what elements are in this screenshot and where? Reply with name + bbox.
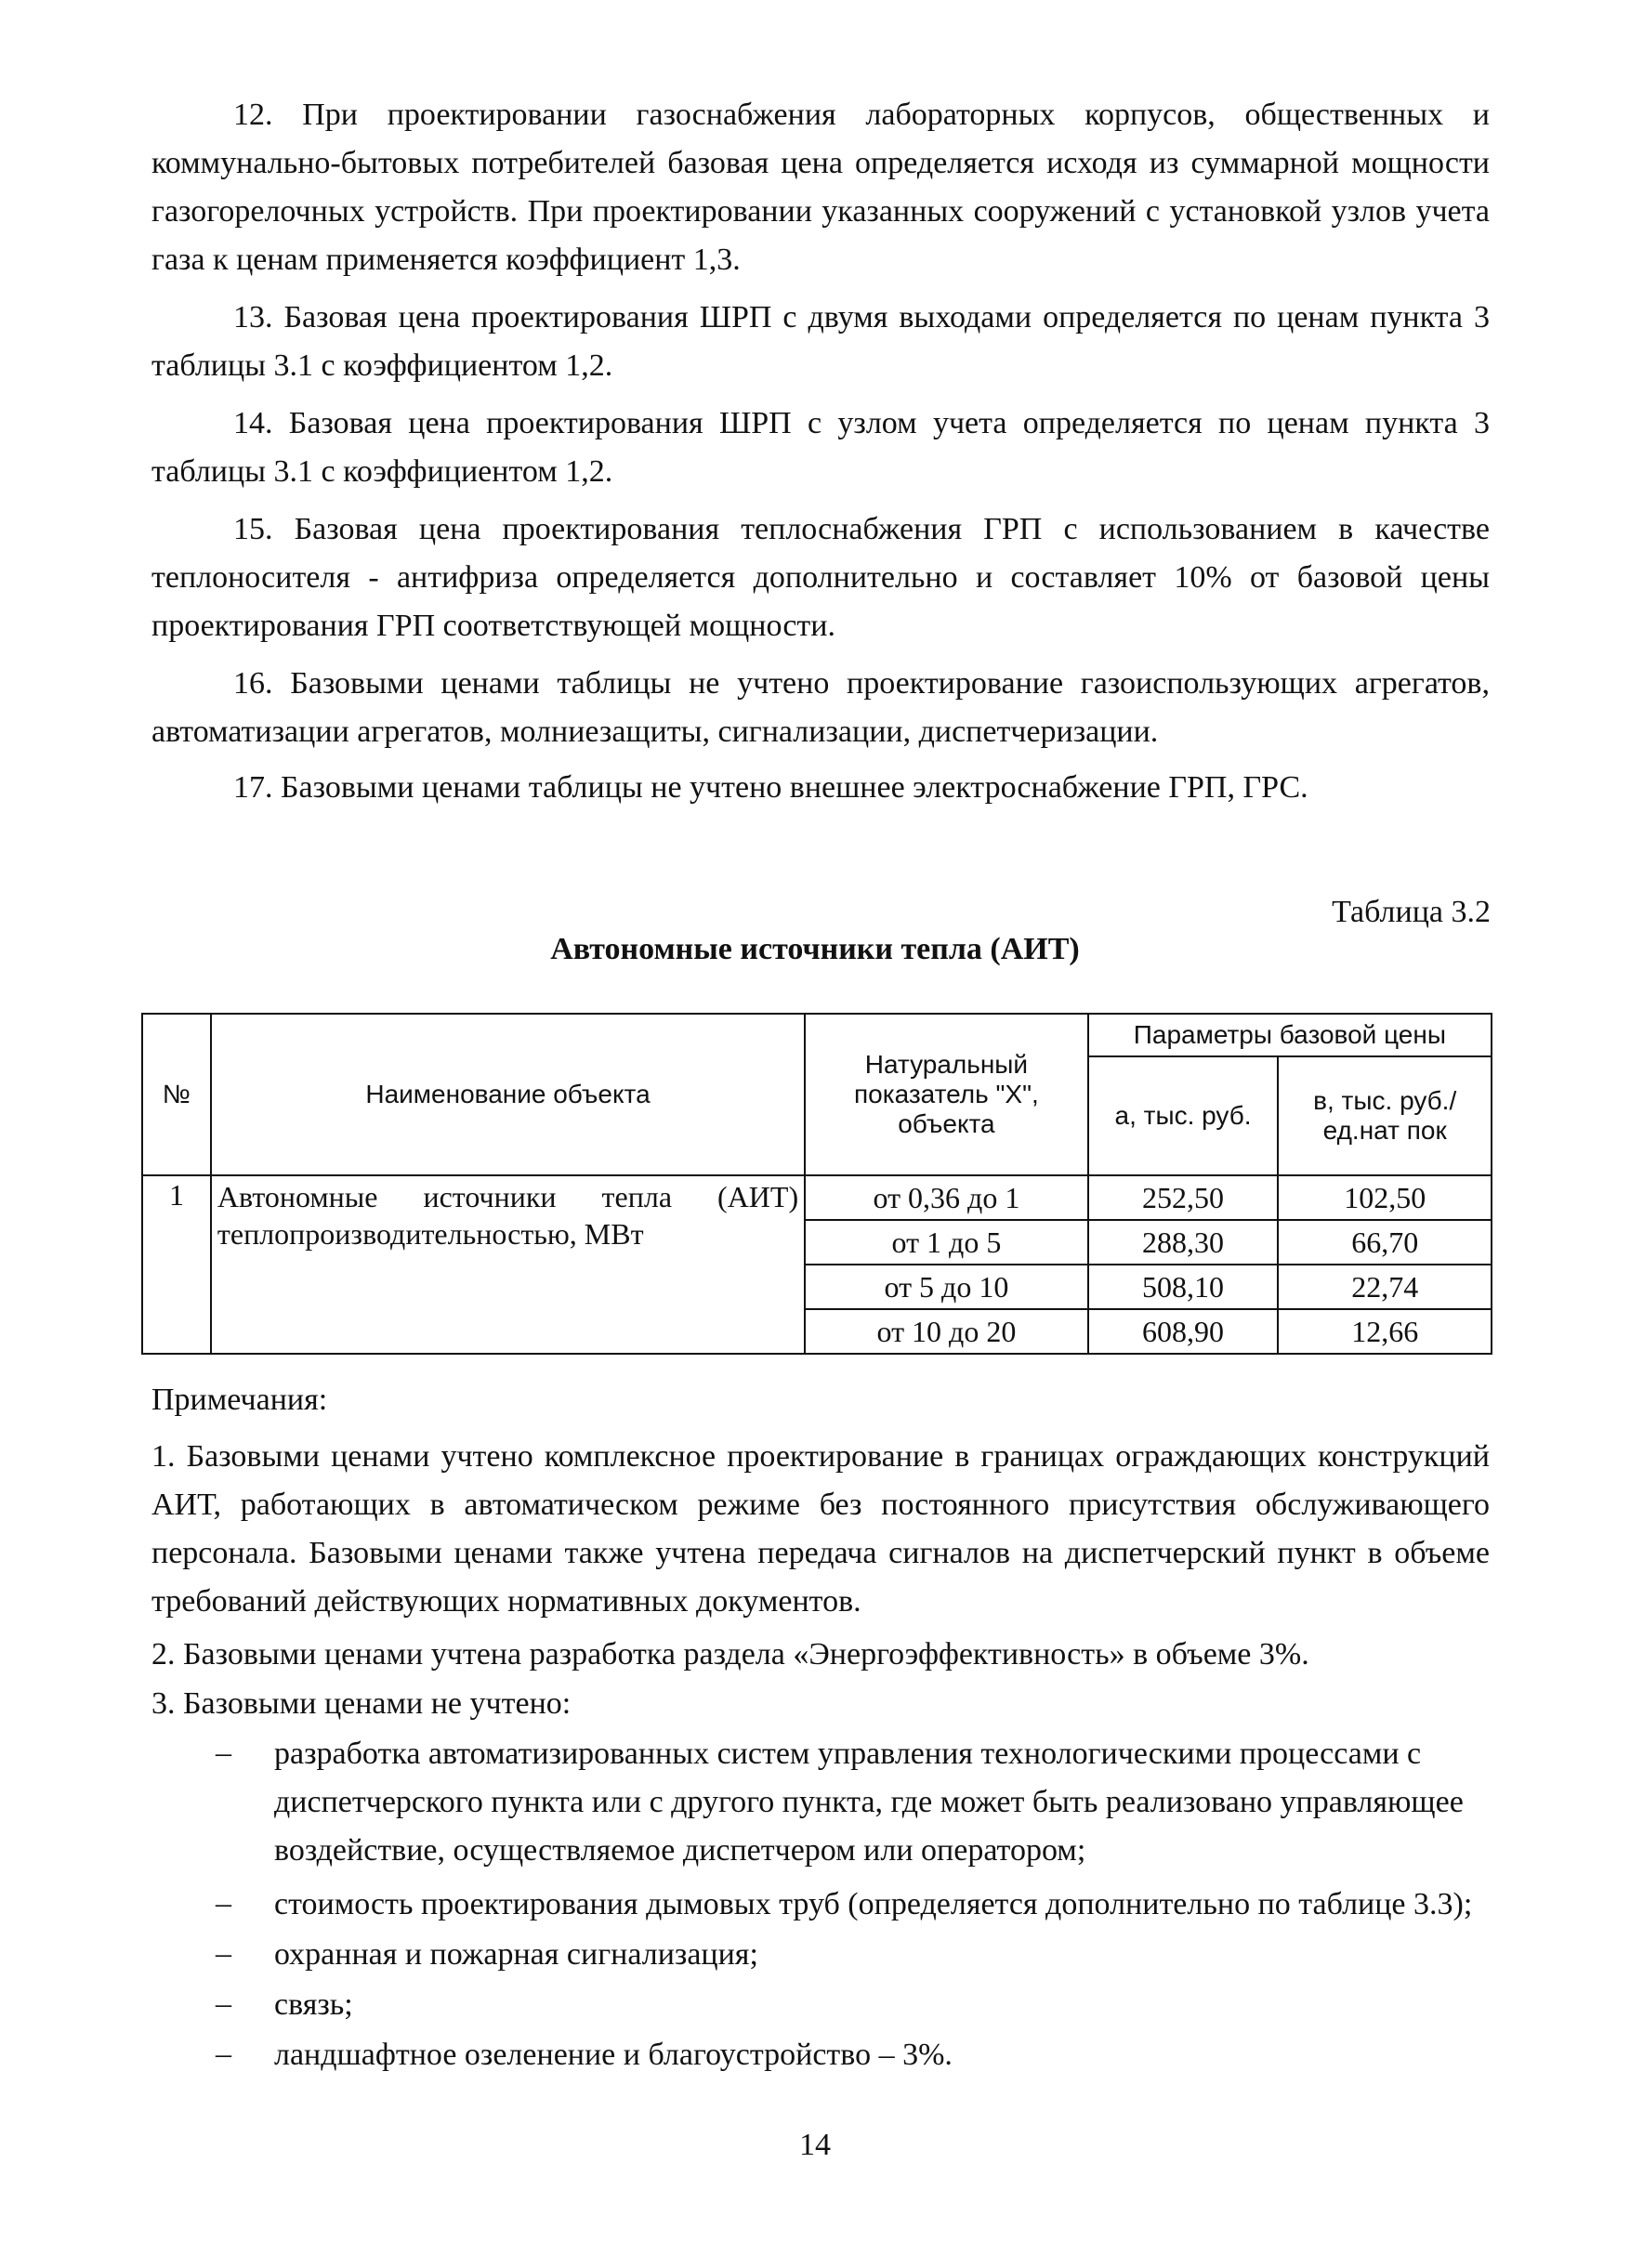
paragraph-13 <box>151 294 1490 390</box>
list-dash: – <box>216 2037 231 2071</box>
list-dash: – <box>216 1936 231 1971</box>
row-b: 102,50 <box>1278 1175 1492 1220</box>
row-range: от 10 до 20 <box>805 1309 1088 1354</box>
notes-title: Примечания: <box>151 1383 328 1417</box>
header-num: № <box>142 1014 211 1175</box>
list-item: разработка автоматизированных систем управления технологическими процессами с диспетчерского пункта или с другого пункта, где может быть реализовано управляющее воздействие, осуществляемое диспетчером или оператором; <box>274 1737 1464 1868</box>
row-a: 252,50 <box>1088 1175 1279 1220</box>
note-2-text: 2. Базовыми ценами учтена разработка раздела «Энергоэффективность» в объеме 3%. <box>151 1637 1309 1672</box>
row-a: 508,10 <box>1088 1265 1279 1309</box>
row-b: 22,74 <box>1278 1265 1492 1309</box>
paragraph-13-text: 13. Базовая цена проектирования ШРП с двумя выходами определяется по ценам пункта 3 таблицы 3.1 с коэффициентом 1,2. <box>151 300 1490 383</box>
row-a: 288,30 <box>1088 1220 1279 1265</box>
page-number: 14 <box>799 2128 831 2162</box>
paragraph-14-text: 14. Базовая цена проектирования ШРП с узлом учета определяется по ценам пункта 3 таблицы 3.1 с коэффициентом 1,2. <box>151 406 1490 489</box>
note-3-text: 3. Базовыми ценами не учтено: <box>151 1686 572 1721</box>
paragraph-12-text: 12. При проектировании газоснабжения лабораторных корпусов, общественных и коммунально-бытовых потребителей базовая цена определяется исходя из суммарной мощности газогорелочных устройств. При проектировании указанных сооружений с установкой узлов учета газа к ценам применяется коэффициент 1,3. <box>151 98 1490 277</box>
paragraph-17-text: 17. Базовыми ценами таблицы не учтено внешнее электроснабжение ГРП, ГРС. <box>233 770 1308 805</box>
header-b: в, тыс. руб./ ед.нат пок <box>1278 1056 1492 1175</box>
list-item: охранная и пожарная сигнализация; <box>274 1937 758 1972</box>
header-a: а, тыс. руб. <box>1088 1056 1279 1175</box>
table-row <box>142 1175 1492 1220</box>
list-dash: – <box>216 1886 231 1921</box>
paragraph-15 <box>151 505 1490 650</box>
header-params: Параметры базовой цены <box>1088 1014 1492 1056</box>
row-b: 12,66 <box>1278 1309 1492 1354</box>
paragraph-14 <box>151 400 1490 496</box>
paragraph-15-text: 15. Базовая цена проектирования теплоснабжения ГРП с использованием в качестве теплоносителя - антифриза определяется дополнительно и составляет 10% от базовой цены проектирования ГРП соответствующей мощности. <box>151 512 1490 643</box>
price-table <box>141 1013 1492 1355</box>
note-1 <box>151 1433 1490 1626</box>
note-3 <box>151 1680 1490 1728</box>
list-item: ландшафтное озеленение и благоустройство – 3%. <box>274 2038 953 2072</box>
note-1-text: 1. Базовыми ценами учтено комплексное проектирование в границах ограждающих конструкций АИТ, работающих в автоматическом режиме без постоянного присутствия обслуживающего персонала. Базовыми ценами также учтена передача сигналов на диспетчерский пункт в объеме требований действующих нормативных документов. <box>151 1439 1490 1619</box>
list-item: связь; <box>274 1987 353 2022</box>
row-name: Автономные источники тепла (АИТ) теплопроизводительностью, МВт <box>211 1175 805 1354</box>
row-range: от 5 до 10 <box>805 1265 1088 1309</box>
row-b: 66,70 <box>1278 1220 1492 1265</box>
row-num: 1 <box>142 1175 211 1354</box>
list-item: стоимость проектирования дымовых труб (определяется дополнительно по таблице 3.3); <box>274 1887 1473 1921</box>
list-dash: – <box>216 1986 231 2021</box>
paragraph-16-text: 16. Базовыми ценами таблицы не учтено проектирование газоиспользующих агрегатов, автоматизации агрегатов, молниезащиты, сигнализации, диспетчеризации. <box>151 666 1490 749</box>
header-name: Наименование объекта <box>211 1014 805 1175</box>
header-indicator: Натуральный показатель "Х", объекта <box>805 1014 1088 1175</box>
row-range: от 1 до 5 <box>805 1220 1088 1265</box>
paragraph-12 <box>151 91 1490 284</box>
paragraph-17 <box>151 764 1490 812</box>
table-number: Таблица 3.2 <box>1332 895 1491 929</box>
table-title: Автономные источники тепла (АИТ) <box>550 932 1080 966</box>
paragraph-16 <box>151 660 1490 756</box>
note-2 <box>151 1631 1490 1679</box>
row-range: от 0,36 до 1 <box>805 1175 1088 1220</box>
list-dash: – <box>216 1736 231 1770</box>
row-a: 608,90 <box>1088 1309 1279 1354</box>
